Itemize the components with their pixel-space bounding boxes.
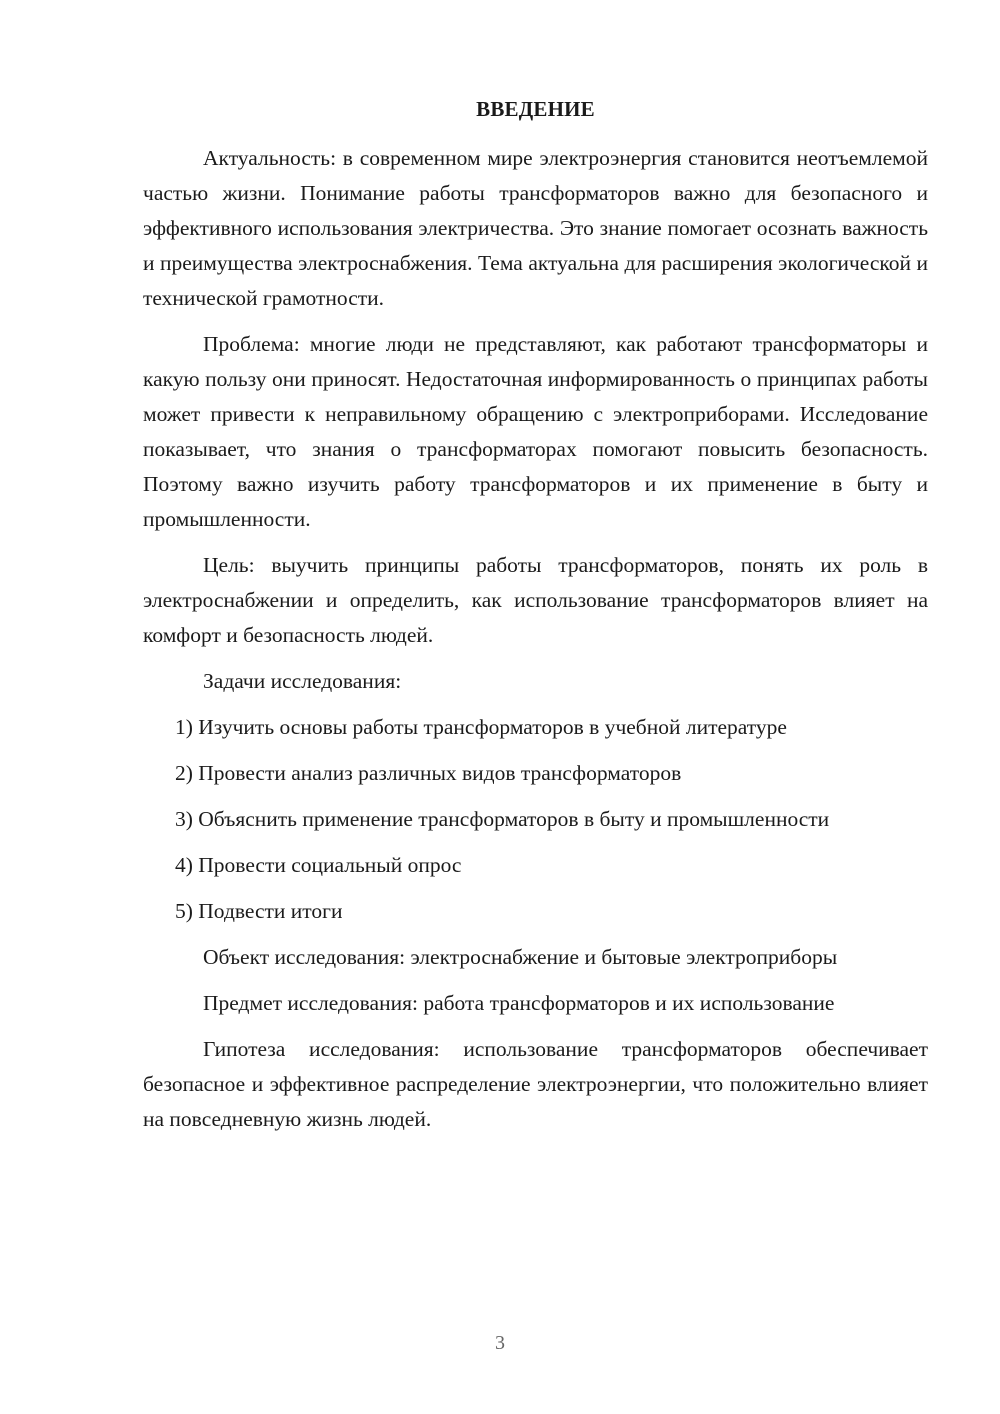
task-item-1: 1) Изучить основы работы трансформаторов в учебной литературе bbox=[175, 715, 787, 739]
task-item-2: 2) Провести анализ различных видов трансформаторов bbox=[175, 761, 682, 785]
paragraph-tasks-heading: Задачи исследования: bbox=[203, 669, 402, 693]
paragraph-object: Объект исследования: электроснабжение и бытовые электроприборы bbox=[203, 945, 838, 969]
paragraph-relevance: Актуальность: в современном мире электроэнергия становится неотъемлемой частью жизни. Понимание работы трансформаторов важно для безопасного и эффективного использования электричества. Это знание помогает осознать важность и преимущества электроснабжения. Тема актуальна для расширения экологической и технической грамотности. bbox=[143, 146, 928, 310]
page-number: 3 bbox=[495, 1332, 505, 1354]
task-item-5: 5) Подвести итоги bbox=[175, 899, 343, 923]
paragraph-subject: Предмет исследования: работа трансформаторов и их использование bbox=[203, 991, 835, 1015]
paragraph-problem: Проблема: многие люди не представляют, как работают трансформаторы и какую пользу они приносят. Недостаточная информированность о принципах работы может привести к неправильному обращению с электроприборами. Исследование показывает, что знания о трансформаторах помогают повысить безопасность. Поэтому важно изучить работу трансформаторов и их применение в быту и промышленности. bbox=[143, 332, 928, 531]
paragraph-hypothesis: Гипотеза исследования: использование трансформаторов обеспечивает безопасное и эффективное распределение электроэнергии, что положительно влияет на повседневную жизнь людей. bbox=[143, 1037, 928, 1131]
paragraph-goal: Цель: выучить принципы работы трансформаторов, понять их роль в электроснабжении и определить, как использование трансформаторов влияет на комфорт и безопасность людей. bbox=[143, 553, 928, 647]
document-page bbox=[143, 92, 928, 1148]
task-item-3: 3) Объяснить применение трансформаторов в быту и промышленности bbox=[175, 807, 830, 831]
task-item-4: 4) Провести социальный опрос bbox=[175, 853, 462, 877]
section-title: ВВЕДЕНИЕ bbox=[476, 97, 595, 121]
